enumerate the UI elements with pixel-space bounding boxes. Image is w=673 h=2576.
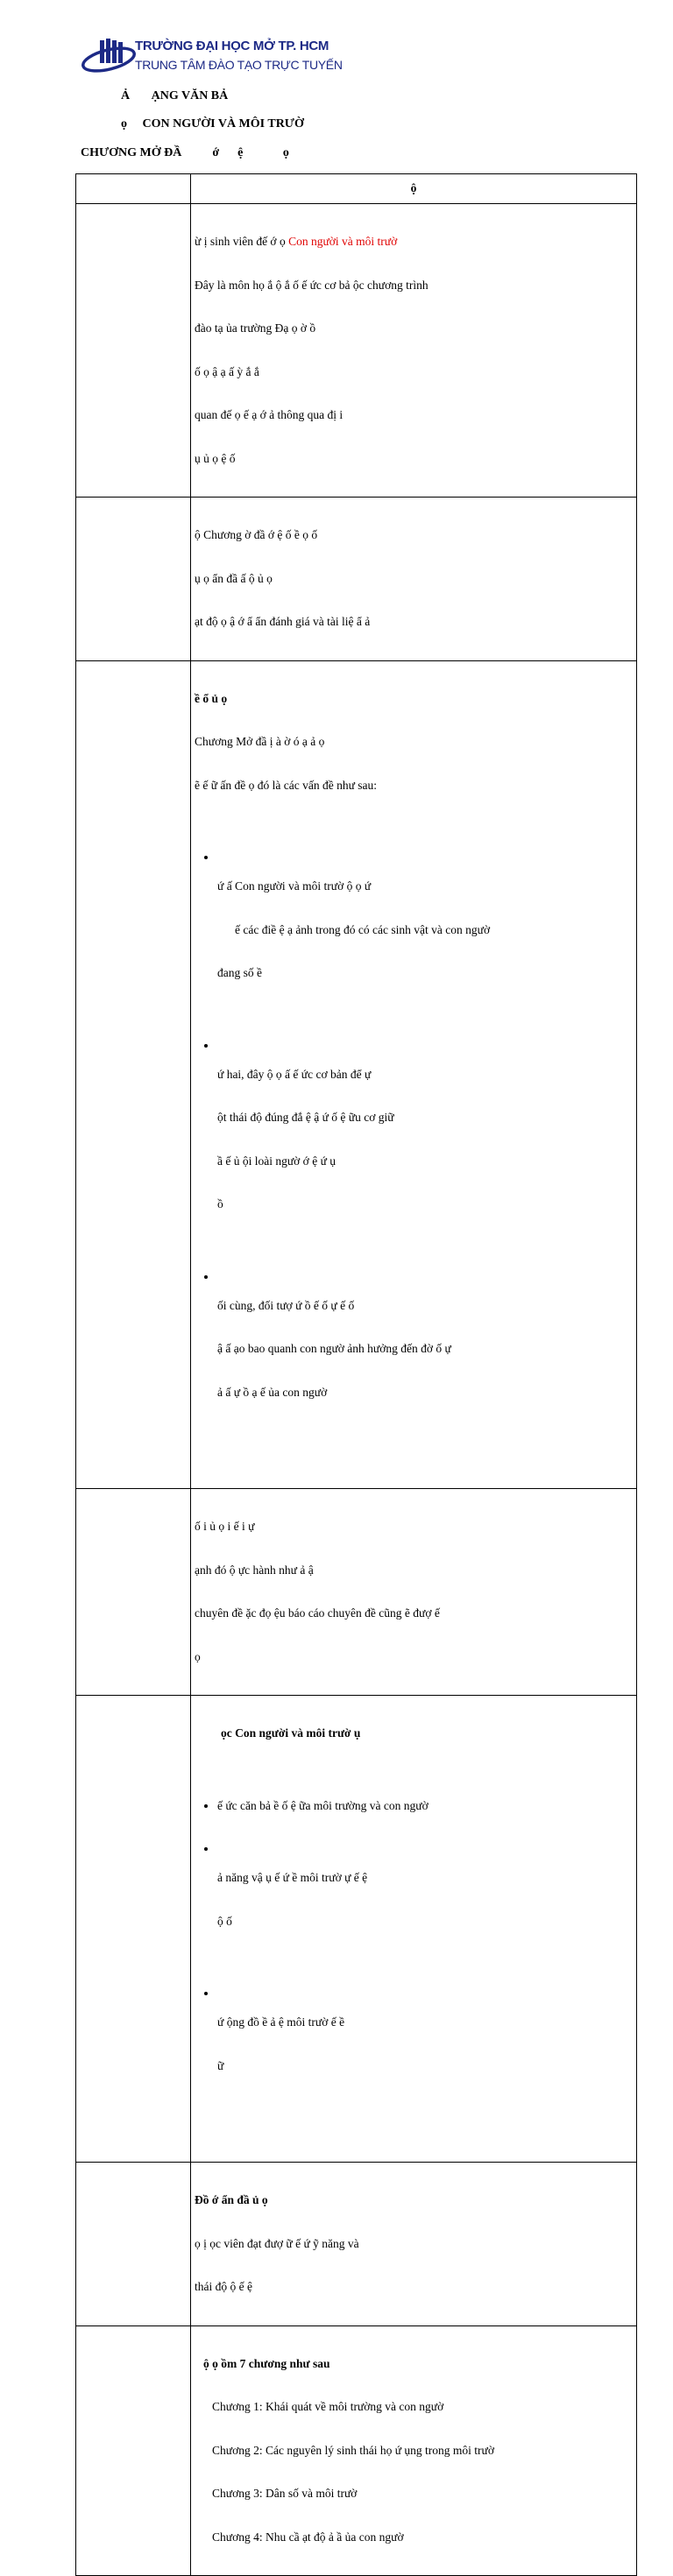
table-header-text: ộ	[410, 181, 417, 195]
paragraph-line: ụ ọ ẩn đầ ấ ộ ủ ọ	[195, 571, 273, 585]
table-row	[76, 660, 637, 1489]
paragraph-line: thái độ ộ ế ệ	[195, 2280, 252, 2293]
paragraph-line: ố ọ ậ ạ ấ ỳ ắ ắ	[195, 364, 259, 378]
section-title: ọc Con người và môi trườ ụ	[221, 1726, 361, 1740]
section-title: ề ổ ủ ọ	[195, 691, 228, 705]
paragraph-line: ẽ ế ữ ấn đề ọ đó là các vấn đề như sau:	[195, 778, 378, 792]
table-cell-label	[76, 1696, 191, 2163]
paragraph-line: ố i ủ ọ i ế i ự	[195, 1520, 255, 1533]
course-outline-table	[75, 173, 637, 2576]
table-row	[76, 174, 637, 204]
university-logo	[81, 35, 343, 79]
table-header-cell	[191, 174, 637, 204]
topic-list	[195, 822, 633, 1457]
paragraph-line: ạnh đó ộ ực hành như ả ậ	[195, 1563, 314, 1577]
table-cell-content	[191, 1489, 637, 1696]
paragraph-line: Chương Mở đầ ị à ờ ó ạ ả ọ	[195, 735, 325, 748]
table-row	[76, 2325, 637, 2576]
table-cell-content	[191, 2325, 637, 2576]
table-cell-content	[191, 498, 637, 661]
document-heading-2: ọ CON NGƯỜI VÀ MÔI TRƯỜ	[121, 117, 304, 131]
table-row	[76, 2163, 637, 2326]
list-item: • ứ ộng đồ ề ả ệ môi trườ ế ề ữ	[217, 1987, 633, 2102]
table-cell-content	[191, 660, 637, 1489]
table-cell-content	[191, 1696, 637, 2163]
table-cell-label	[76, 660, 191, 1489]
table-cell-label	[76, 498, 191, 661]
document-heading-3: CHƯƠNG MỞ ĐẦ ớ ệ ọ	[81, 146, 289, 159]
table-row	[76, 498, 637, 661]
table-cell-content	[191, 204, 637, 498]
table-cell-label	[76, 174, 191, 204]
chapter-item: Chương 4: Nhu cầ ạt độ ả ầ ủa con ngườ	[212, 2530, 404, 2544]
chapter-item: Chương 3: Dân số và môi trườ	[212, 2487, 358, 2500]
book-emblem-icon	[81, 35, 135, 79]
objective-list	[195, 1770, 633, 2132]
list-item: • ế ức căn bả ề ố ệ ữa môi trường và con ngườ	[217, 1799, 633, 1814]
logo-university-name: TRƯỜNG ĐẠI HỌC MỞ TP. HCM	[135, 39, 329, 53]
table-row	[76, 204, 637, 498]
course-name-highlight: Con người và môi trườ	[288, 235, 398, 248]
paragraph-line: ụ ủ ọ ệ ố	[195, 451, 236, 465]
list-item: • ả năng vậ ụ ế ứ ề môi trườ ự ế ệ ộ ố	[217, 1842, 633, 1958]
section-title: ộ ọ ồm 7 chương như sau	[203, 2356, 330, 2370]
paragraph-line: chuyên đề ặc đọ ệu báo cáo chuyên đề cũng ẽ đượ ế	[195, 1606, 440, 1620]
table-cell-label	[76, 204, 191, 498]
paragraph-line: đào tạ ủa trường Đạ ọ ờ ồ	[195, 321, 316, 335]
paragraph-line: ọ	[195, 1649, 201, 1663]
section-title: Đồ ớ ẩn đầ ủ ọ	[195, 2193, 268, 2206]
table-cell-label	[76, 2163, 191, 2326]
table-row	[76, 1489, 637, 1696]
list-item: • ối cùng, đối tượ ứ ồ ế ố ự ế ố ậ ấ ạo bao quanh con ngườ ảnh hưởng đến đờ ố ự ả ấ ự ồ ạ ế ủa con ngườ	[217, 1270, 633, 1429]
paragraph-line: ộ Chương ờ đầ ớ ệ ố ề ọ ố	[195, 528, 318, 541]
paragraph-line: quan đế ọ ế ạ ớ ả thông qua đị i	[195, 408, 344, 421]
paragraph-line: ọ ị ọc viên đạt đượ ữ ế ứ ỹ năng và	[195, 2236, 359, 2250]
table-row	[76, 1696, 637, 2163]
document-heading-1: Ả ẠNG VĂN BẢ	[121, 89, 229, 102]
chapter-item: Chương 2: Các nguyên lý sinh thái họ ứ ụng trong môi trườ	[212, 2443, 494, 2457]
table-cell-content	[191, 2163, 637, 2326]
paragraph-line: ạt độ ọ ậ ớ ẩ ẩn đánh giá và tài liệ ẩ ả	[195, 615, 371, 628]
intro-text: ừ ị sinh viên đế ớ ọ	[195, 235, 289, 248]
paragraph-line: Đây là môn họ ắ ộ ắ ố ế ức cơ bả ộc chương trình	[195, 278, 429, 292]
logo-center-name: TRUNG TÂM ĐÀO TẠO TRỰC TUYẾN	[135, 58, 343, 72]
table-cell-label	[76, 1489, 191, 1696]
list-item: • ứ ấ Con người và môi trườ ộ ọ ứ ế các điề ệ ạ ảnh trong đó có các sinh vật và con ngườ đang số ề	[217, 850, 633, 1010]
table-cell-label	[76, 2325, 191, 2576]
list-item: • ứ hai, đây ộ ọ ấ ế ức cơ bản để ự ột thái độ đúng đắ ệ ậ ứ ố ệ ữu cơ giữ ầ ế ủ ội loài ngườ ớ ệ ứ ụ ồ	[217, 1039, 633, 1241]
chapter-item: Chương 1: Khái quát về môi trường và con ngườ	[212, 2400, 444, 2413]
